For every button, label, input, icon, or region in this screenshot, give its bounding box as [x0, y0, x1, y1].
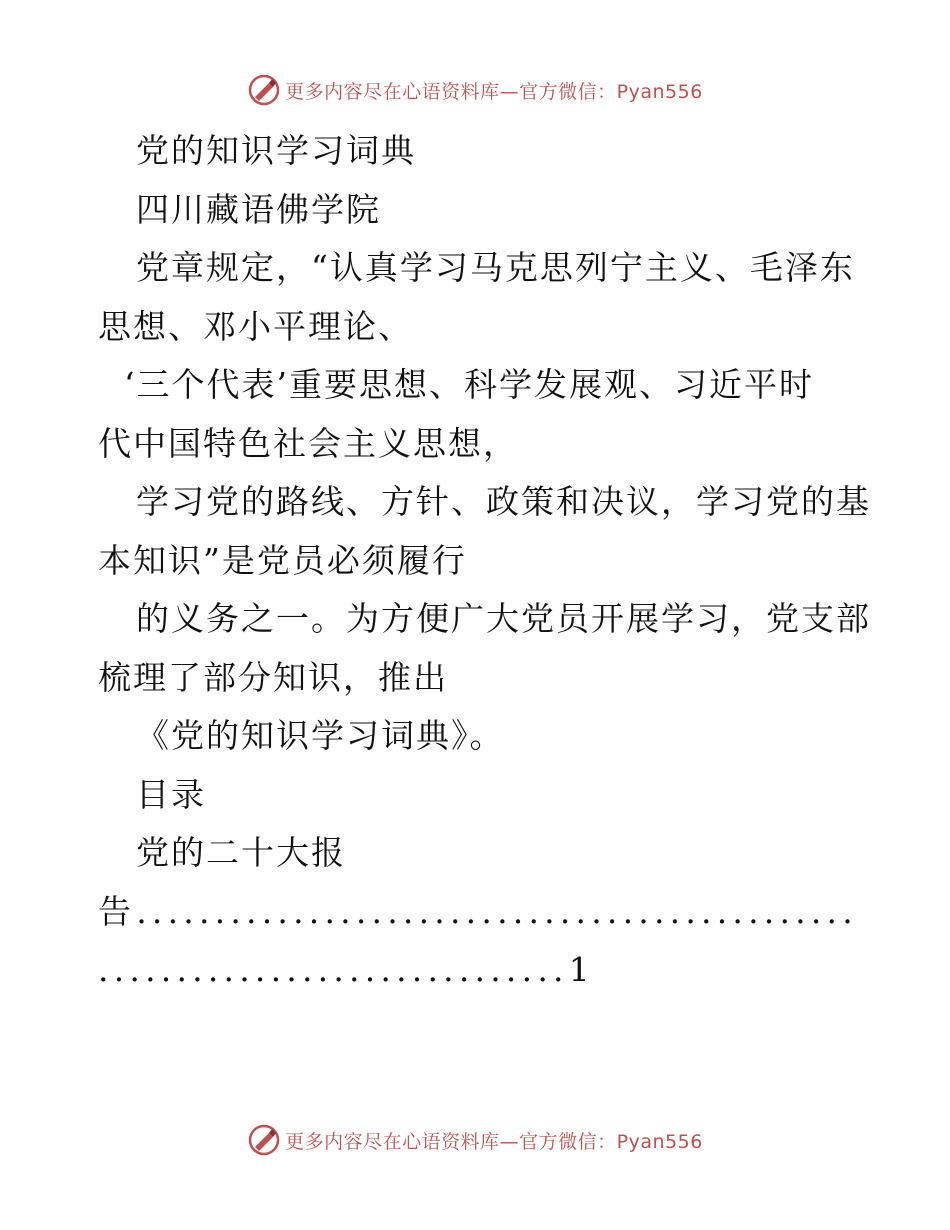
doc-title: 党的知识学习词典	[136, 131, 416, 170]
paragraph-line: 学习党的路线、方针、政策和决议，学习党的基	[136, 482, 871, 521]
toc-heading: 目录	[136, 774, 206, 814]
pen-logo-icon	[247, 1123, 281, 1157]
paragraph-line: 党章规定，“认真学习马克思列宁主义、毛泽东	[136, 248, 855, 287]
footer-watermark	[0, 1120, 950, 1160]
paragraph-line: 思想、邓小平理论、	[98, 306, 413, 346]
toc-entry-title: 党的二十大报	[136, 833, 346, 872]
header-watermark	[0, 70, 950, 110]
paragraph-line: 的义务之一。为方便广大党员开展学习，党支部	[136, 599, 871, 638]
paragraph-line: ‘三个代表’重要思想、科学发展观、习近平时	[124, 365, 814, 404]
toc-entry-page: ..............................1	[98, 950, 595, 989]
document-body	[98, 122, 871, 1000]
watermark-text: 更多内容尽在心语资料库—官方微信：Pyan556	[285, 1130, 703, 1153]
paragraph-line: 本知识”是党员必须履行	[98, 540, 467, 580]
paragraph-line: 梳理了部分知识，推出	[98, 657, 448, 697]
pen-logo-icon	[247, 73, 281, 107]
paragraph-line: 代中国特色社会主义思想，	[98, 423, 518, 463]
watermark-text: 更多内容尽在心语资料库—官方微信：Pyan556	[285, 80, 703, 103]
toc-entry-leader: 告..............................................	[98, 891, 858, 931]
doc-author: 四川藏语佛学院	[136, 189, 381, 229]
paragraph-line: 《党的知识学习词典》。	[136, 716, 505, 755]
